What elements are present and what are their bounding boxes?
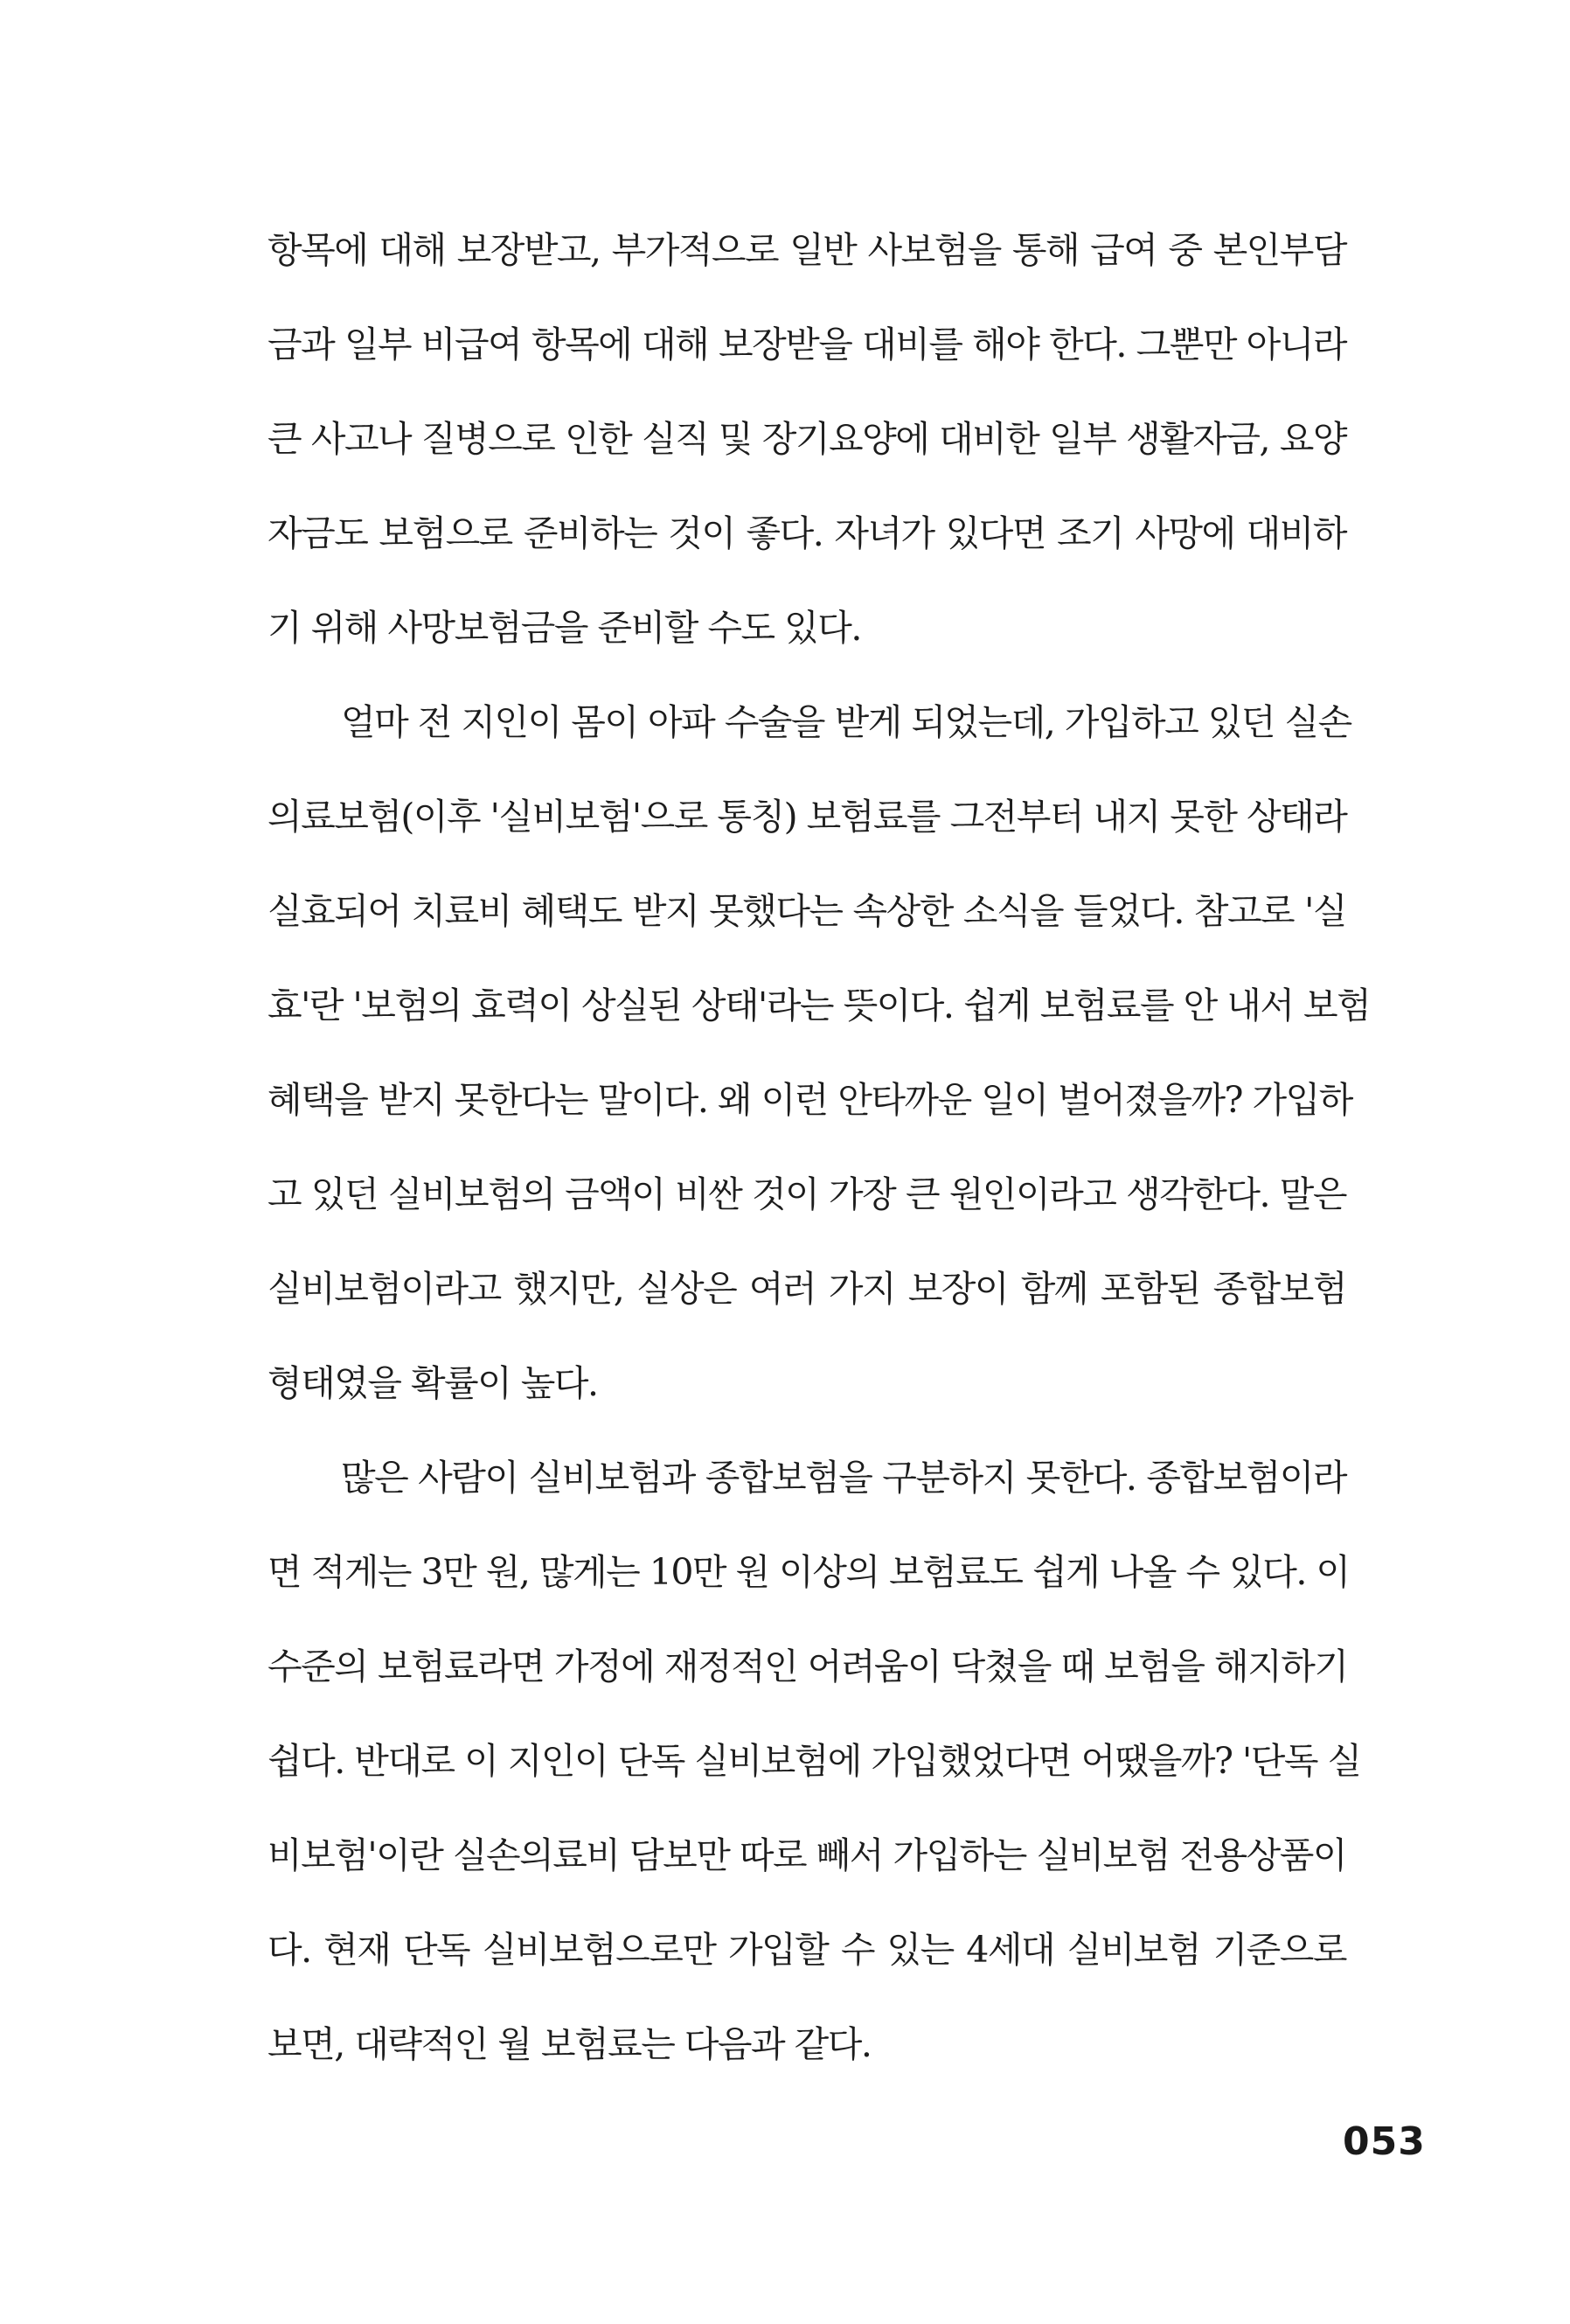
text-line: 자금도 보험으로 준비하는 것이 좋다. 자녀가 있다면 조기 사망에 대비하 (267, 512, 1346, 554)
text-line: 보면, 대략적인 월 보험료는 다음과 같다. (267, 2023, 872, 2065)
body-text (267, 215, 1371, 2104)
text-line: 의료보험(이후 '실비보험'으로 통칭) 보험료를 그전부터 내지 못한 상태라 (267, 796, 1347, 838)
text-line: 고 있던 실비보험의 금액이 비싼 것이 가장 큰 원인이라고 생각한다. 말은 (267, 1173, 1346, 1215)
text-line: 항목에 대해 보장받고, 부가적으로 일반 사보험을 통해 급여 중 본인부담 (267, 229, 1346, 271)
text-line: 큰 사고나 질병으로 인한 실직 및 장기요양에 대비한 일부 생활자금, 요양 (267, 418, 1346, 460)
text-line: 금과 일부 비급여 항목에 대해 보장받을 대비를 해야 한다. 그뿐만 아니라 (267, 324, 1346, 365)
text-line: 효'란 '보험의 효력이 상실된 상태'라는 뜻이다. 쉽게 보험료를 안 내서 보험 (267, 985, 1371, 1026)
text-line: 많은 사람이 실비보험과 종합보험을 구분하지 못한다. 종합보험이라 (341, 1457, 1346, 1499)
text-line: 면 적게는 3만 원, 많게는 10만 원 이상의 보험료도 쉽게 나올 수 있다. 이 (267, 1551, 1350, 1593)
text-line: 쉽다. 반대로 이 지인이 단독 실비보험에 가입했었다면 어땠을까? '단독 실 (267, 1740, 1361, 1782)
text-line: 수준의 보험료라면 가정에 재정적인 어려움이 닥쳤을 때 보험을 해지하기 (267, 1646, 1348, 1687)
text-line: 혜택을 받지 못한다는 말이다. 왜 이런 안타까운 일이 벌어졌을까? 가입하 (267, 1079, 1352, 1121)
text-line: 형태였을 확률이 높다. (267, 1362, 598, 1404)
text-line: 실효되어 치료비 혜택도 받지 못했다는 속상한 소식을 들었다. 참고로 '실 (267, 890, 1346, 932)
text-line: 다. 현재 단독 실비보험으로만 가입할 수 있는 4세대 실비보험 기준으로 (267, 1929, 1346, 1971)
text-line: 비보험'이란 실손의료비 담보만 따로 빼서 가입하는 실비보험 전용상품이 (267, 1834, 1346, 1876)
text-line: 기 위해 사망보험금을 준비할 수도 있다. (267, 607, 861, 649)
text-line: 얼마 전 지인이 몸이 아파 수술을 받게 되었는데, 가입하고 있던 실손 (341, 701, 1351, 743)
text-line: 실비보험이라고 했지만, 실상은 여러 가지 보장이 함께 포함된 종합보험 (267, 1268, 1346, 1310)
page-number: 053 (1343, 2119, 1426, 2164)
